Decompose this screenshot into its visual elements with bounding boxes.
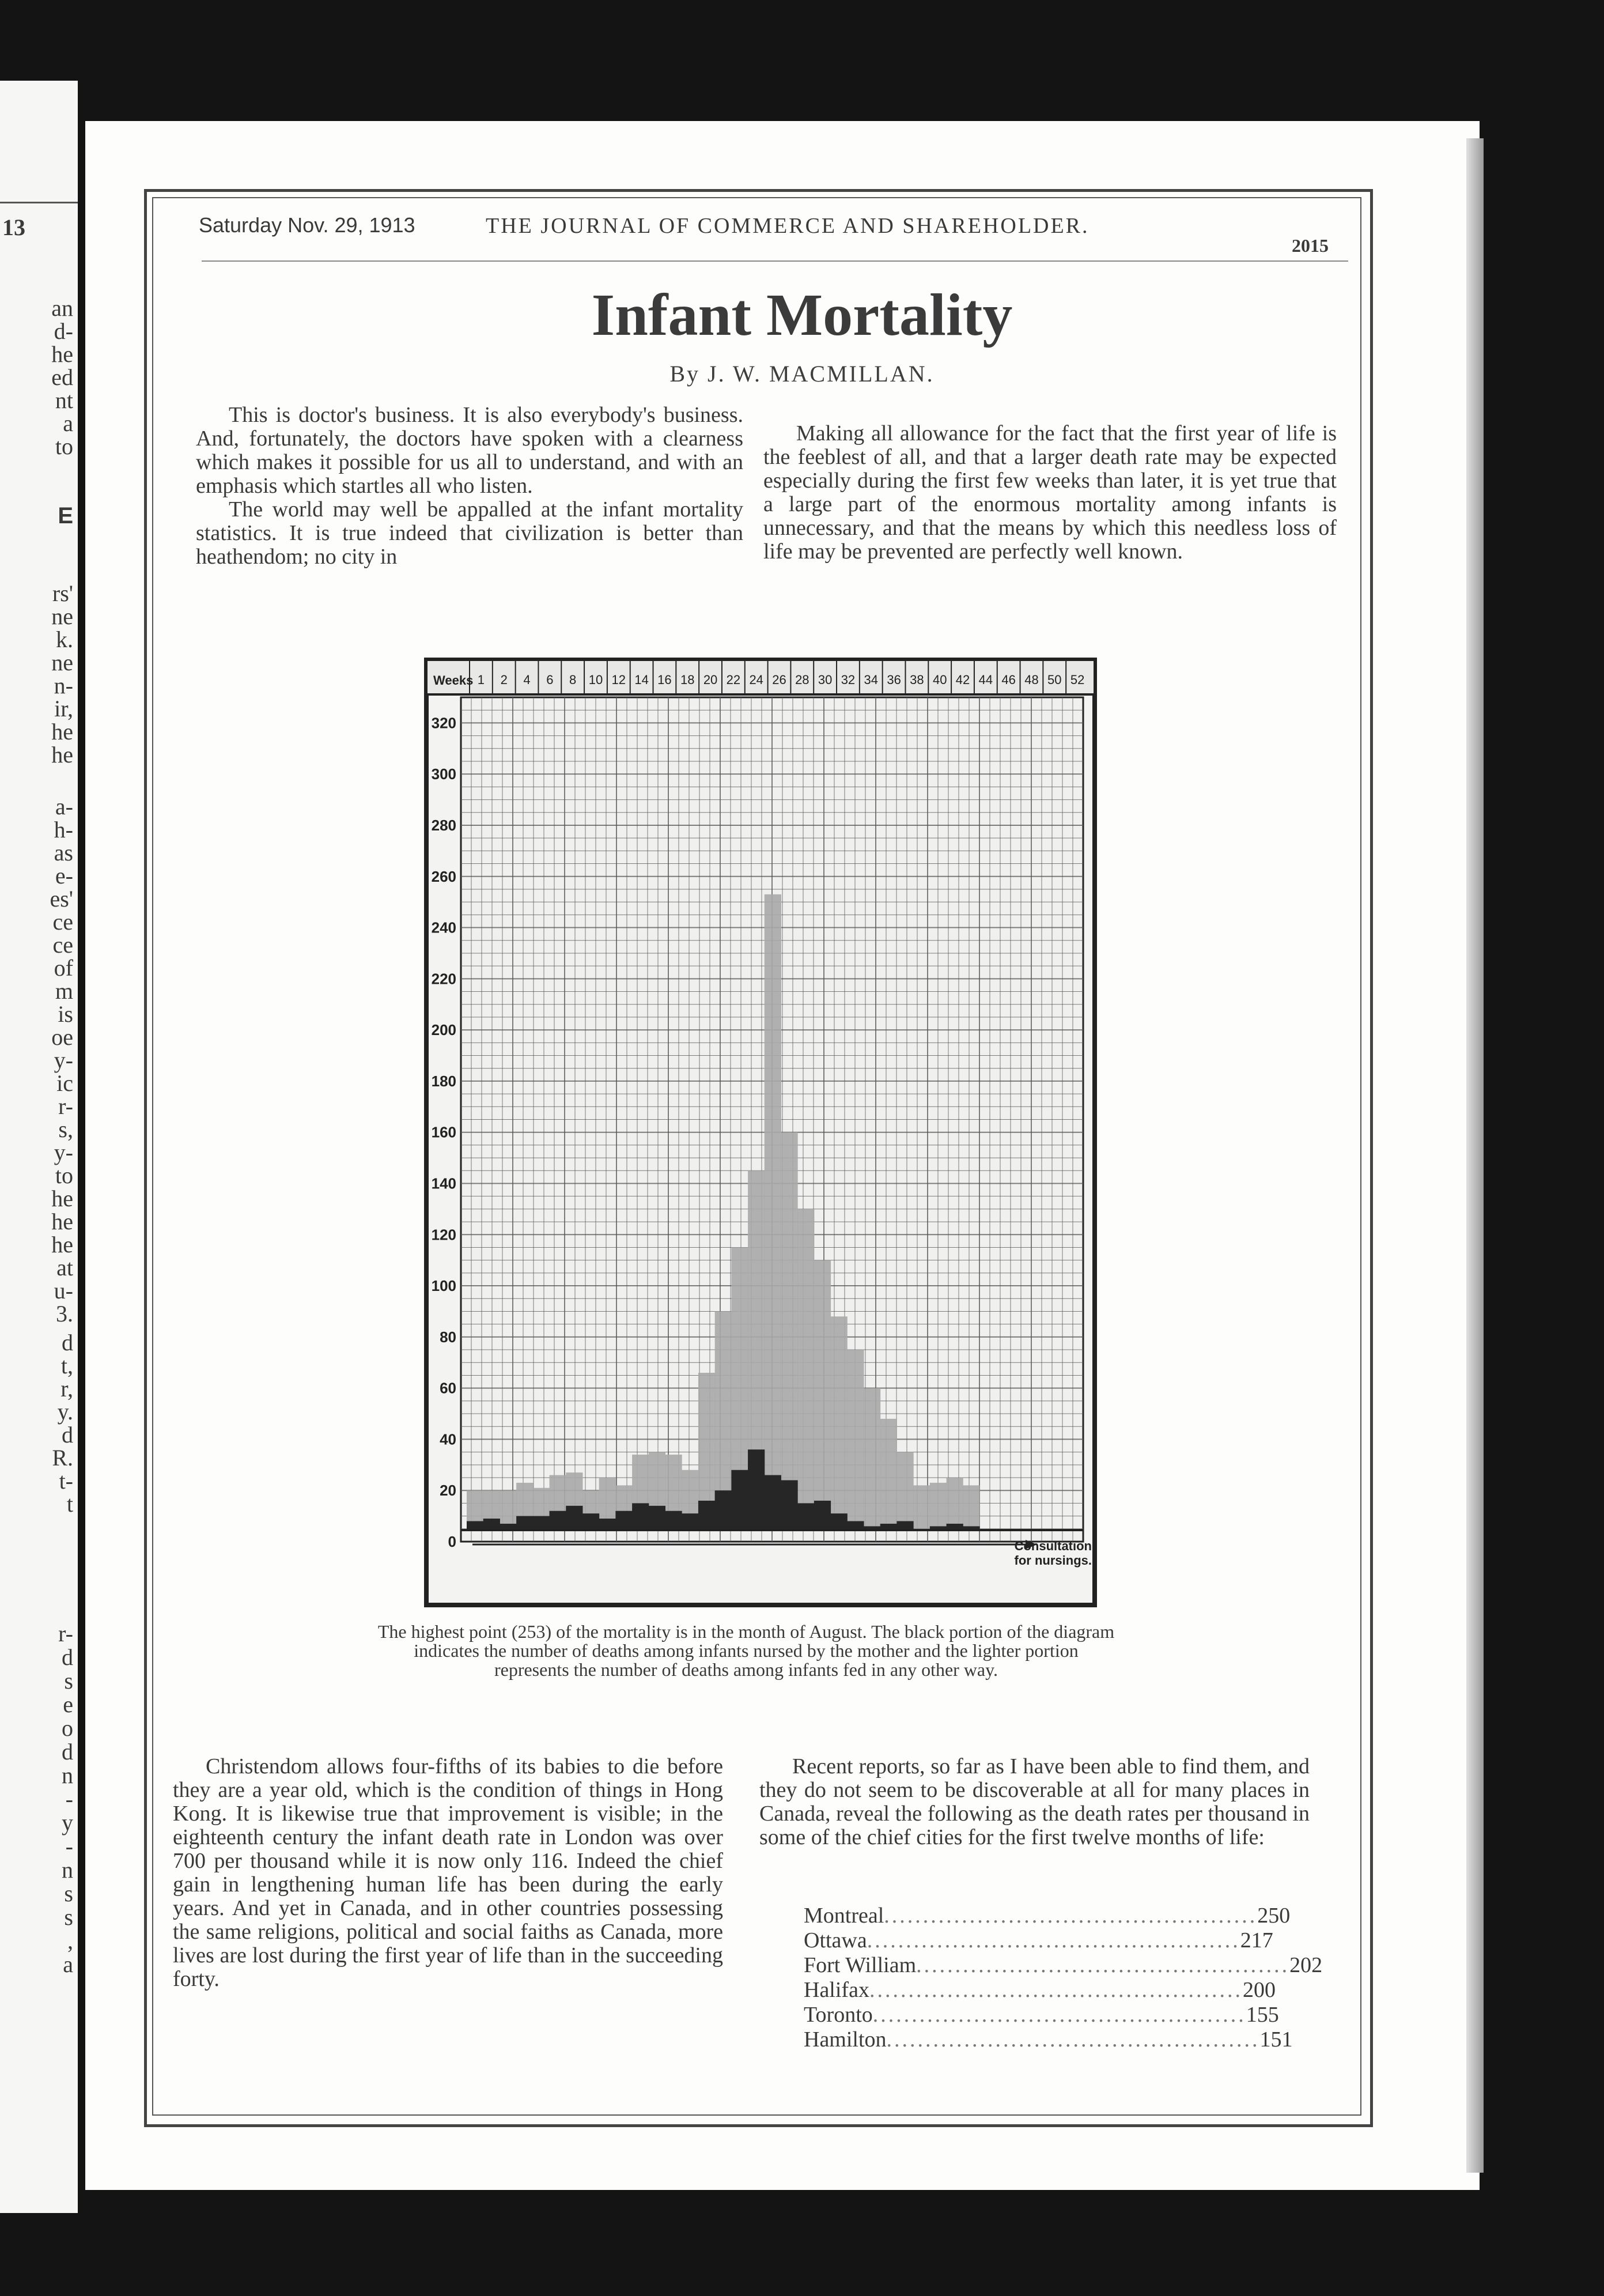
bar-nursed-by-mother (847, 1521, 864, 1530)
page-spine (1466, 138, 1484, 2173)
x-tick-label: 34 (864, 673, 879, 687)
bar-total (781, 1132, 797, 1530)
facing-page-text-fragment: nt (55, 387, 73, 413)
week-header-label: Weeks (433, 673, 474, 688)
y-tick-label: 300 (431, 765, 456, 783)
facing-page-text-fragment: s (64, 1880, 73, 1906)
bar-total (797, 1209, 814, 1530)
facing-page-rule (0, 202, 78, 203)
bar-total (814, 1260, 831, 1530)
city-name: Halifax (804, 1978, 869, 2002)
facing-page-text-fragment: s (64, 1904, 73, 1930)
x-tick-label: 44 (978, 673, 993, 687)
bar-nursed-by-mother (599, 1519, 616, 1530)
paragraph: Making all allowance for the fact that the first year of life is the feeblest of all, and that a larger death rate may be expected especially during the first few weeks than later, it is yet true that a large part of the enormous mortality among infants is unnecessary, and that the means by which this needless loss of life may be prevented are perfectly well known. (763, 421, 1337, 564)
facing-page-text-fragment: t, (60, 1353, 73, 1379)
x-tick-label: 4 (523, 673, 531, 687)
column-bottom-left (173, 1755, 723, 1991)
x-tick-label: 46 (1001, 673, 1016, 687)
bar-total (913, 1485, 930, 1530)
city-name: Toronto (804, 2003, 873, 2027)
city-name: Hamilton (804, 2027, 887, 2052)
y-tick-label: 0 (448, 1533, 456, 1550)
header-rule (202, 260, 1348, 262)
x-tick-label: 28 (795, 673, 809, 687)
y-tick-label: 20 (440, 1482, 456, 1500)
y-tick-label: 140 (431, 1175, 456, 1192)
rate-row (804, 2027, 1293, 2052)
paragraph: Recent reports, so far as I have been able to find them, and they do not seem to be discoverable at all for many places in Canada, reveal the following as the death rates per thousand in some of the chief cities for the first twelve months of life: (759, 1754, 1310, 1849)
facing-page-text-fragment: he (51, 1185, 73, 1211)
death-rates-table (804, 1904, 1323, 2052)
bar-nursed-by-mother (896, 1521, 913, 1530)
facing-page-text-fragment: to (55, 1162, 73, 1188)
facing-page-text-fragment: es' (50, 886, 73, 912)
bar-nursed-by-mother (632, 1503, 649, 1530)
bar-nursed-by-mother (483, 1519, 500, 1530)
facing-page-text-fragment: an (51, 295, 73, 321)
facing-page-text-fragment: is (58, 1001, 73, 1027)
facing-page-text-fragment: ne (51, 649, 73, 675)
x-tick-label: 16 (657, 673, 672, 687)
facing-page-text-fragment: s, (58, 1116, 73, 1142)
bar-total (831, 1316, 848, 1530)
bar-nursed-by-mother (566, 1506, 582, 1530)
facing-page-fragment (0, 81, 78, 2213)
chart-annotation: Consultation (1014, 1539, 1092, 1553)
facing-page-text-fragment: n (62, 1762, 73, 1788)
facing-page-text-fragment: ce (52, 909, 73, 935)
facing-page-text-fragment: he (51, 341, 73, 367)
facing-page-text-fragment: n (62, 1857, 73, 1883)
y-tick-label: 180 (431, 1072, 456, 1090)
rate-value: 217 (1240, 1928, 1273, 1953)
x-tick-label: 36 (887, 673, 901, 687)
facing-page-text-fragment: - (65, 1786, 73, 1812)
bar-total (896, 1452, 913, 1530)
bar-total (930, 1483, 947, 1530)
bar-nursed-by-mother (649, 1506, 665, 1530)
bar-nursed-by-mother (831, 1513, 848, 1530)
bar-nursed-by-mother (698, 1501, 715, 1530)
facing-page-text-fragment: d (62, 1644, 73, 1670)
bar-nursed-by-mother (748, 1449, 765, 1530)
bar-nursed-by-mother (731, 1470, 748, 1530)
facing-page-text-fragment: m (55, 978, 73, 1004)
bar-nursed-by-mother (814, 1501, 831, 1530)
facing-page-text-fragment: rs' (52, 580, 73, 606)
rate-row (804, 1953, 1323, 1978)
bar-total (947, 1478, 963, 1530)
issue-date: Saturday Nov. 29, 1913 (199, 213, 415, 237)
y-tick-label: 60 (440, 1379, 456, 1397)
city-name: Ottawa (804, 1928, 867, 1953)
x-tick-label: 42 (955, 673, 970, 687)
facing-page-text-fragment: y- (54, 1047, 73, 1073)
article-title: Infant Mortality (591, 282, 1013, 348)
facing-page-text-fragment: u- (54, 1278, 73, 1304)
y-tick-label: 100 (431, 1277, 456, 1295)
facing-page-text-fragment: a (63, 1951, 73, 1977)
facing-page-text-fragment: n- (54, 673, 73, 698)
article-byline: By J. W. MACMILLAN. (669, 361, 935, 387)
x-tick-label: 22 (726, 673, 741, 687)
facing-page-text-fragment: ne (51, 603, 73, 629)
facing-page-text-fragment: s (64, 1668, 73, 1694)
facing-page-text-fragment: d- (54, 318, 73, 344)
journal-name: THE JOURNAL OF COMMERCE AND SHAREHOLDER. (486, 214, 1089, 238)
rate-value: 202 (1289, 1953, 1323, 1977)
rate-value: 155 (1246, 2003, 1279, 2027)
facing-page-text-fragment: r, (60, 1376, 73, 1402)
x-tick-label: 1 (477, 673, 485, 687)
facing-page-text-fragment: to (55, 433, 73, 459)
bar-total (963, 1485, 979, 1530)
leader-dots: ................................................ (886, 2027, 1260, 2052)
bar-total (880, 1419, 897, 1530)
x-tick-label: 14 (634, 673, 649, 687)
y-tick-label: 200 (431, 1021, 456, 1039)
facing-page-text-fragment: a- (55, 794, 73, 820)
paragraph: Christendom allows four-fifths of its babies to die before they are a year old, which is the condition of things in Hong Kong. It is likewise true that improvement is visible; in the eighteenth century the infant death rate in London was over 700 per thousand while it is now only 116. Indeed the chief gain in lengthening human life has been during the early years. And yet in Canada, and in other countries possessing the same religions, political and social faiths as Canada, more lives are lost during the first year of life than in the succeeding forty. (173, 1754, 723, 1991)
rate-row (804, 1928, 1273, 1953)
leader-dots: ................................................ (916, 1953, 1290, 1977)
bar-nursed-by-mother (715, 1490, 732, 1530)
mortality-chart (421, 657, 1103, 1619)
facing-page-text-fragment: R. (52, 1445, 73, 1471)
facing-page-text-fragment: E (58, 503, 73, 528)
facing-page-text-fragment: as (54, 840, 73, 866)
x-tick-label: 50 (1047, 673, 1062, 687)
facing-page-text-fragment: e- (55, 863, 73, 889)
facing-page-text-fragment: e (63, 1691, 73, 1717)
bar-nursed-by-mother (682, 1513, 698, 1530)
facing-page-text-fragment: , (67, 1928, 73, 1954)
x-tick-label: 24 (749, 673, 763, 687)
bar-nursed-by-mother (615, 1511, 632, 1530)
bar-nursed-by-mother (582, 1513, 599, 1530)
x-tick-label: 26 (772, 673, 786, 687)
y-tick-label: 120 (431, 1226, 456, 1244)
facing-page-text-fragment: ce (52, 932, 73, 958)
y-tick-label: 40 (440, 1430, 456, 1448)
x-tick-label: 52 (1070, 673, 1085, 687)
chart-annotation: for nursings. (1014, 1553, 1092, 1568)
x-tick-label: 12 (611, 673, 626, 687)
x-tick-label: 40 (932, 673, 947, 687)
mortality-chart-svg (421, 657, 1103, 1619)
facing-page-text-fragment: t (66, 1491, 73, 1517)
leader-dots: ................................................ (872, 2003, 1246, 2027)
x-tick-label: 8 (569, 673, 577, 687)
column-bottom-right (759, 1755, 1310, 1849)
y-tick-label: 160 (431, 1123, 456, 1141)
x-tick-label: 32 (841, 673, 856, 687)
facing-page-text-fragment: oe (51, 1024, 73, 1050)
x-tick-label: 18 (680, 673, 695, 687)
y-tick-label: 320 (431, 714, 456, 732)
facing-page-text-fragment: y- (54, 1139, 73, 1165)
rate-value: 250 (1257, 1904, 1291, 1928)
x-tick-label: 20 (703, 673, 718, 687)
city-name: Fort William (804, 1953, 917, 1977)
leader-dots: ................................................ (869, 1978, 1243, 2002)
x-tick-label: 2 (500, 673, 508, 687)
facing-page-text-fragment: y (62, 1810, 73, 1836)
x-tick-label: 6 (546, 673, 554, 687)
facing-page-text-fragment: at (56, 1255, 73, 1281)
facing-page-text-fragment: d (62, 1739, 73, 1765)
x-tick-label: 30 (818, 673, 833, 687)
bar-total (765, 894, 781, 1530)
bar-nursed-by-mother (533, 1516, 550, 1530)
facing-page-text-fragment: ic (56, 1070, 73, 1096)
bar-total (864, 1388, 880, 1530)
facing-page-text-fragment: he (51, 1209, 73, 1234)
y-tick-label: 260 (431, 867, 456, 885)
facing-page-text-fragment: d (62, 1330, 73, 1355)
paragraph: This is doctor's business. It is also everybody's business. And, fortunately, the doctors have spoken with a clearness which makes it possible for us all to understand, and with an emphasis which startles all who listen. (196, 403, 743, 498)
page-number: 2015 (1292, 235, 1329, 256)
facing-page-text-fragment: ir, (54, 696, 73, 722)
facing-page-text-fragment: r- (58, 1093, 73, 1119)
bar-nursed-by-mother (665, 1511, 682, 1530)
bar-nursed-by-mother (467, 1521, 483, 1530)
y-tick-label: 80 (440, 1328, 456, 1346)
facing-page-folio: 13 (2, 214, 25, 240)
y-tick-label: 240 (431, 919, 456, 936)
facing-page-text-fragment: o (62, 1715, 73, 1741)
facing-page-text-fragment: ed (51, 364, 73, 390)
leader-dots: ................................................ (884, 1904, 1258, 1928)
rate-row (804, 1904, 1291, 1928)
bar-nursed-by-mother (765, 1475, 781, 1530)
chart-caption: The highest point (253) of the mortality is in the month of August. The black portion of the diagram indicates the number of deaths among infants nursed by the mother and the lighter portion represents the number of deaths among infants fed in any other way. (377, 1621, 1115, 1680)
facing-page-text-fragment: he (51, 1232, 73, 1257)
bar-nursed-by-mother (781, 1480, 797, 1530)
x-tick-label: 48 (1024, 673, 1039, 687)
bar-nursed-by-mother (797, 1503, 814, 1530)
facing-page-text-fragment: of (54, 955, 73, 981)
facing-page-text-fragment: y. (57, 1399, 73, 1425)
rate-row (804, 1978, 1276, 2003)
facing-page-text-fragment: k. (56, 626, 73, 652)
y-tick-label: 280 (431, 816, 456, 834)
facing-page-text-fragment: - (65, 1833, 73, 1859)
y-tick-label: 220 (431, 970, 456, 988)
bar-nursed-by-mother (550, 1511, 566, 1530)
rate-value: 151 (1259, 2027, 1293, 2052)
bar-total (847, 1350, 864, 1530)
rate-row (804, 2003, 1279, 2027)
facing-page-text-fragment: t- (59, 1468, 73, 1494)
x-tick-label: 10 (588, 673, 603, 687)
paragraph: The world may well be appalled at the infant mortality statistics. It is true indeed that civilization is better than heathendom; no city in (196, 497, 743, 569)
column-top-right (763, 422, 1337, 564)
facing-page-text-fragment: h- (54, 817, 73, 843)
rate-value: 200 (1242, 1978, 1276, 2002)
facing-page-text-fragment: 3. (56, 1301, 73, 1327)
facing-page-text-fragment: d (62, 1422, 73, 1448)
facing-page-text-fragment: a (63, 410, 73, 436)
leader-dots: ................................................ (867, 1928, 1240, 1953)
bar-nursed-by-mother (516, 1516, 533, 1530)
x-tick-label: 38 (910, 673, 924, 687)
facing-page-text-fragment: he (51, 719, 73, 745)
city-name: Montreal (804, 1904, 884, 1928)
facing-page-text-fragment: he (51, 742, 73, 768)
column-top-left (196, 403, 743, 569)
facing-page-text-fragment: r- (58, 1621, 73, 1647)
